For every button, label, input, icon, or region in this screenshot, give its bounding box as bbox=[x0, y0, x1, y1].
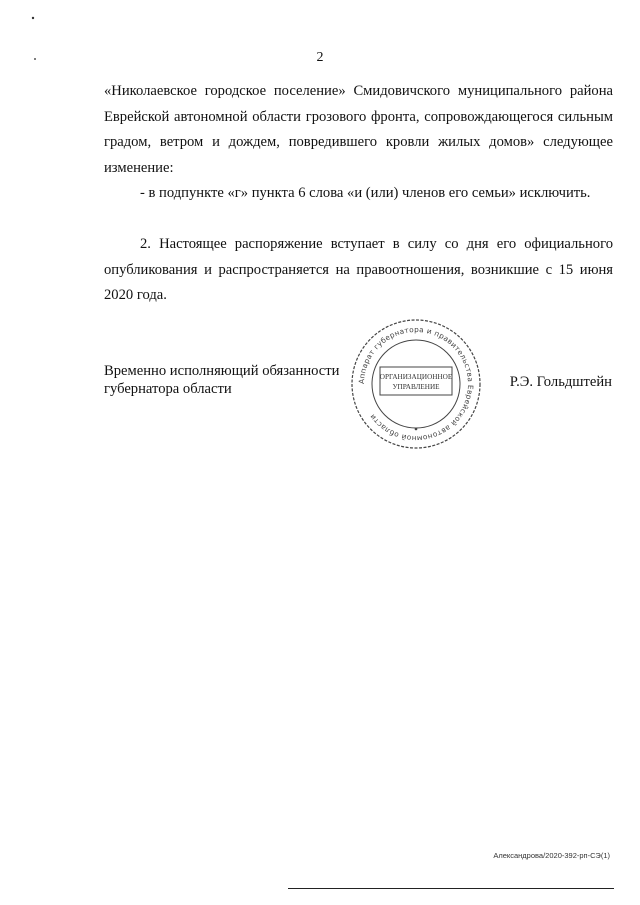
signatory-title bbox=[104, 362, 339, 398]
stamp-ring-text: Аппарат губернатора и правительства Еврейской автономной области bbox=[356, 324, 476, 444]
scan-specks bbox=[0, 0, 60, 80]
signatory-title-line-1: Временно исполняющий обязанности bbox=[104, 363, 340, 379]
footer-rule bbox=[288, 888, 614, 889]
signatory-title-line-2: губернатора области bbox=[104, 381, 232, 397]
stamp-center-line-2: УПРАВЛЕНИЕ bbox=[392, 383, 440, 391]
paragraph-2: - в подпункте «г» пункта 6 слова «и (или) членов его семьи» исключить. bbox=[140, 185, 591, 201]
paragraph-1: «Николаевское городское поселение» Смидовичского муниципального района Еврейской автономной области грозового фронта, сопровождающегося сильным градом, ветром и дождем, повредившего кровли жилых домов» следующее изменение: bbox=[104, 83, 613, 176]
official-stamp bbox=[349, 317, 483, 451]
signatory-name: Р.Э. Гольдштейн bbox=[509, 374, 612, 390]
stamp-center-line-1: ОРГАНИЗАЦИОННОЕ bbox=[379, 373, 453, 381]
page-number: 2 bbox=[316, 50, 324, 65]
paragraph-3: 2. Настоящее распоряжение вступает в силу со дня его официального опубликования и распространяется на правоотношения, возникшие с 15 июня 2020 года. bbox=[104, 236, 613, 303]
document-reference: Александрова/2020-392-рп-СЭ(1) bbox=[493, 851, 610, 860]
